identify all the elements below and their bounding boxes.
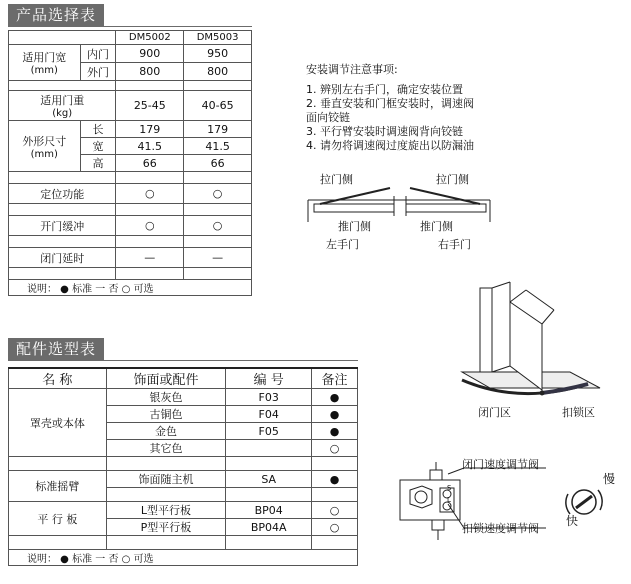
table-cell: F04 [226, 406, 312, 423]
cell-value: ○ [116, 216, 184, 236]
row-name: 长 [80, 121, 116, 138]
table-cell: F05 [226, 423, 312, 440]
door-width-label: 适用门宽 (mm) [9, 45, 81, 81]
feature-label: 开门缓冲 [9, 216, 116, 236]
right-hand-label: 右手门 [438, 238, 471, 251]
table-cell: 饰面随主机 [106, 471, 226, 488]
model-header: DM5003 [184, 31, 252, 45]
table-cell: ○ [312, 502, 358, 519]
table-cell: 金色 [106, 423, 226, 440]
cell-value: 41.5 [184, 138, 252, 155]
legend: 说明： ● 标准 一 否 ○ 可选 [9, 550, 358, 566]
section-title-product: 产品选择表 [8, 4, 104, 26]
table-cell: 银灰色 [106, 389, 226, 406]
cell-value: 800 [116, 63, 184, 81]
group-name: 罩壳或本体 [9, 389, 107, 457]
installation-notes [306, 63, 474, 153]
column-header: 备注 [312, 368, 358, 389]
push-side-label: 推门侧 [338, 220, 371, 233]
group-name: 平 行 板 [9, 502, 107, 536]
table-cell: ● [312, 423, 358, 440]
note-item: 4. 请勿将调速阀过度旋出以防漏油 [306, 139, 474, 152]
pull-side-label: 拉门侧 [320, 173, 353, 186]
section-underline [8, 360, 358, 361]
cell-value: — [184, 248, 252, 268]
table-cell: ● [312, 471, 358, 488]
accessory-table [8, 367, 358, 566]
closing-zone-label: 闭门区 [478, 406, 511, 419]
group-name: 标准摇臂 [9, 471, 107, 502]
cell-value: 800 [184, 63, 252, 81]
table-cell: ○ [312, 440, 358, 457]
cell-value: 179 [116, 121, 184, 138]
latch-valve-label: 扣锁速度调节阀 [462, 522, 539, 535]
table-cell: BP04 [226, 502, 312, 519]
table-cell: SA [226, 471, 312, 488]
table-cell [226, 440, 312, 457]
column-header: 编 号 [226, 368, 312, 389]
fast-label: 快 [566, 514, 579, 528]
table-cell: 其它色 [106, 440, 226, 457]
row-name: 高 [80, 155, 116, 172]
note-item: 面向铰链 [306, 111, 350, 124]
notes-title: 安装调节注意事项: [306, 63, 398, 76]
row-name: 内门 [80, 45, 116, 63]
table-cell: L型平行板 [106, 502, 226, 519]
slow-label: 慢 [603, 472, 616, 486]
section-underline [8, 26, 252, 27]
push-side-label: 推门侧 [420, 220, 453, 233]
feature-label: 定位功能 [9, 184, 116, 204]
model-header: DM5002 [116, 31, 184, 45]
cell-value: ○ [184, 184, 252, 204]
column-header: 饰面或配件 [106, 368, 226, 389]
cell-value: — [116, 248, 184, 268]
close-valve-label: 闭门速度调节阀 [462, 458, 539, 471]
cell-value: ○ [184, 216, 252, 236]
cell-value: ○ [116, 184, 184, 204]
latch-zone-label: 扣锁区 [562, 406, 595, 419]
note-item: 3. 平行臂安装时调速阀背向铰链 [306, 125, 463, 138]
table-cell: 古铜色 [106, 406, 226, 423]
cell-value: 41.5 [116, 138, 184, 155]
note-item: 2. 垂直安装和门框安装时，调速阀 [306, 97, 474, 110]
cell-value: 66 [116, 155, 184, 172]
door-swing-diagram [450, 280, 620, 405]
port-l-label: L [447, 496, 451, 504]
cell-value: 179 [184, 121, 252, 138]
left-hand-label: 左手门 [326, 238, 359, 251]
dimensions-label: 外形尺寸 (mm) [9, 121, 81, 172]
table-cell: F03 [226, 389, 312, 406]
product-selection-table [8, 30, 252, 296]
legend: 说明： ● 标准 一 否 ○ 可选 [9, 280, 252, 296]
door-hand-diagram [300, 182, 500, 232]
cell-value: 40-65 [184, 91, 252, 121]
column-header: 名 称 [9, 368, 107, 389]
row-name: 宽 [80, 138, 116, 155]
table-cell: ○ [312, 519, 358, 536]
row-name: 外门 [80, 63, 116, 81]
note-item: 1. 辨别左右手门，确定安装位置 [306, 83, 463, 96]
section-title-accessory: 配件选型表 [8, 338, 104, 360]
cell-value: 950 [184, 45, 252, 63]
feature-label: 闭门延时 [9, 248, 116, 268]
cell-value: 900 [116, 45, 184, 63]
cell-value: 66 [184, 155, 252, 172]
pull-side-label: 拉门侧 [436, 173, 469, 186]
table-cell: ● [312, 406, 358, 423]
table-cell: BP04A [226, 519, 312, 536]
door-weight-label: 适用门重 (kg) [9, 91, 116, 121]
cell-value: 25-45 [116, 91, 184, 121]
port-s-label: S [447, 484, 452, 492]
table-cell: ● [312, 389, 358, 406]
table-cell: P型平行板 [106, 519, 226, 536]
